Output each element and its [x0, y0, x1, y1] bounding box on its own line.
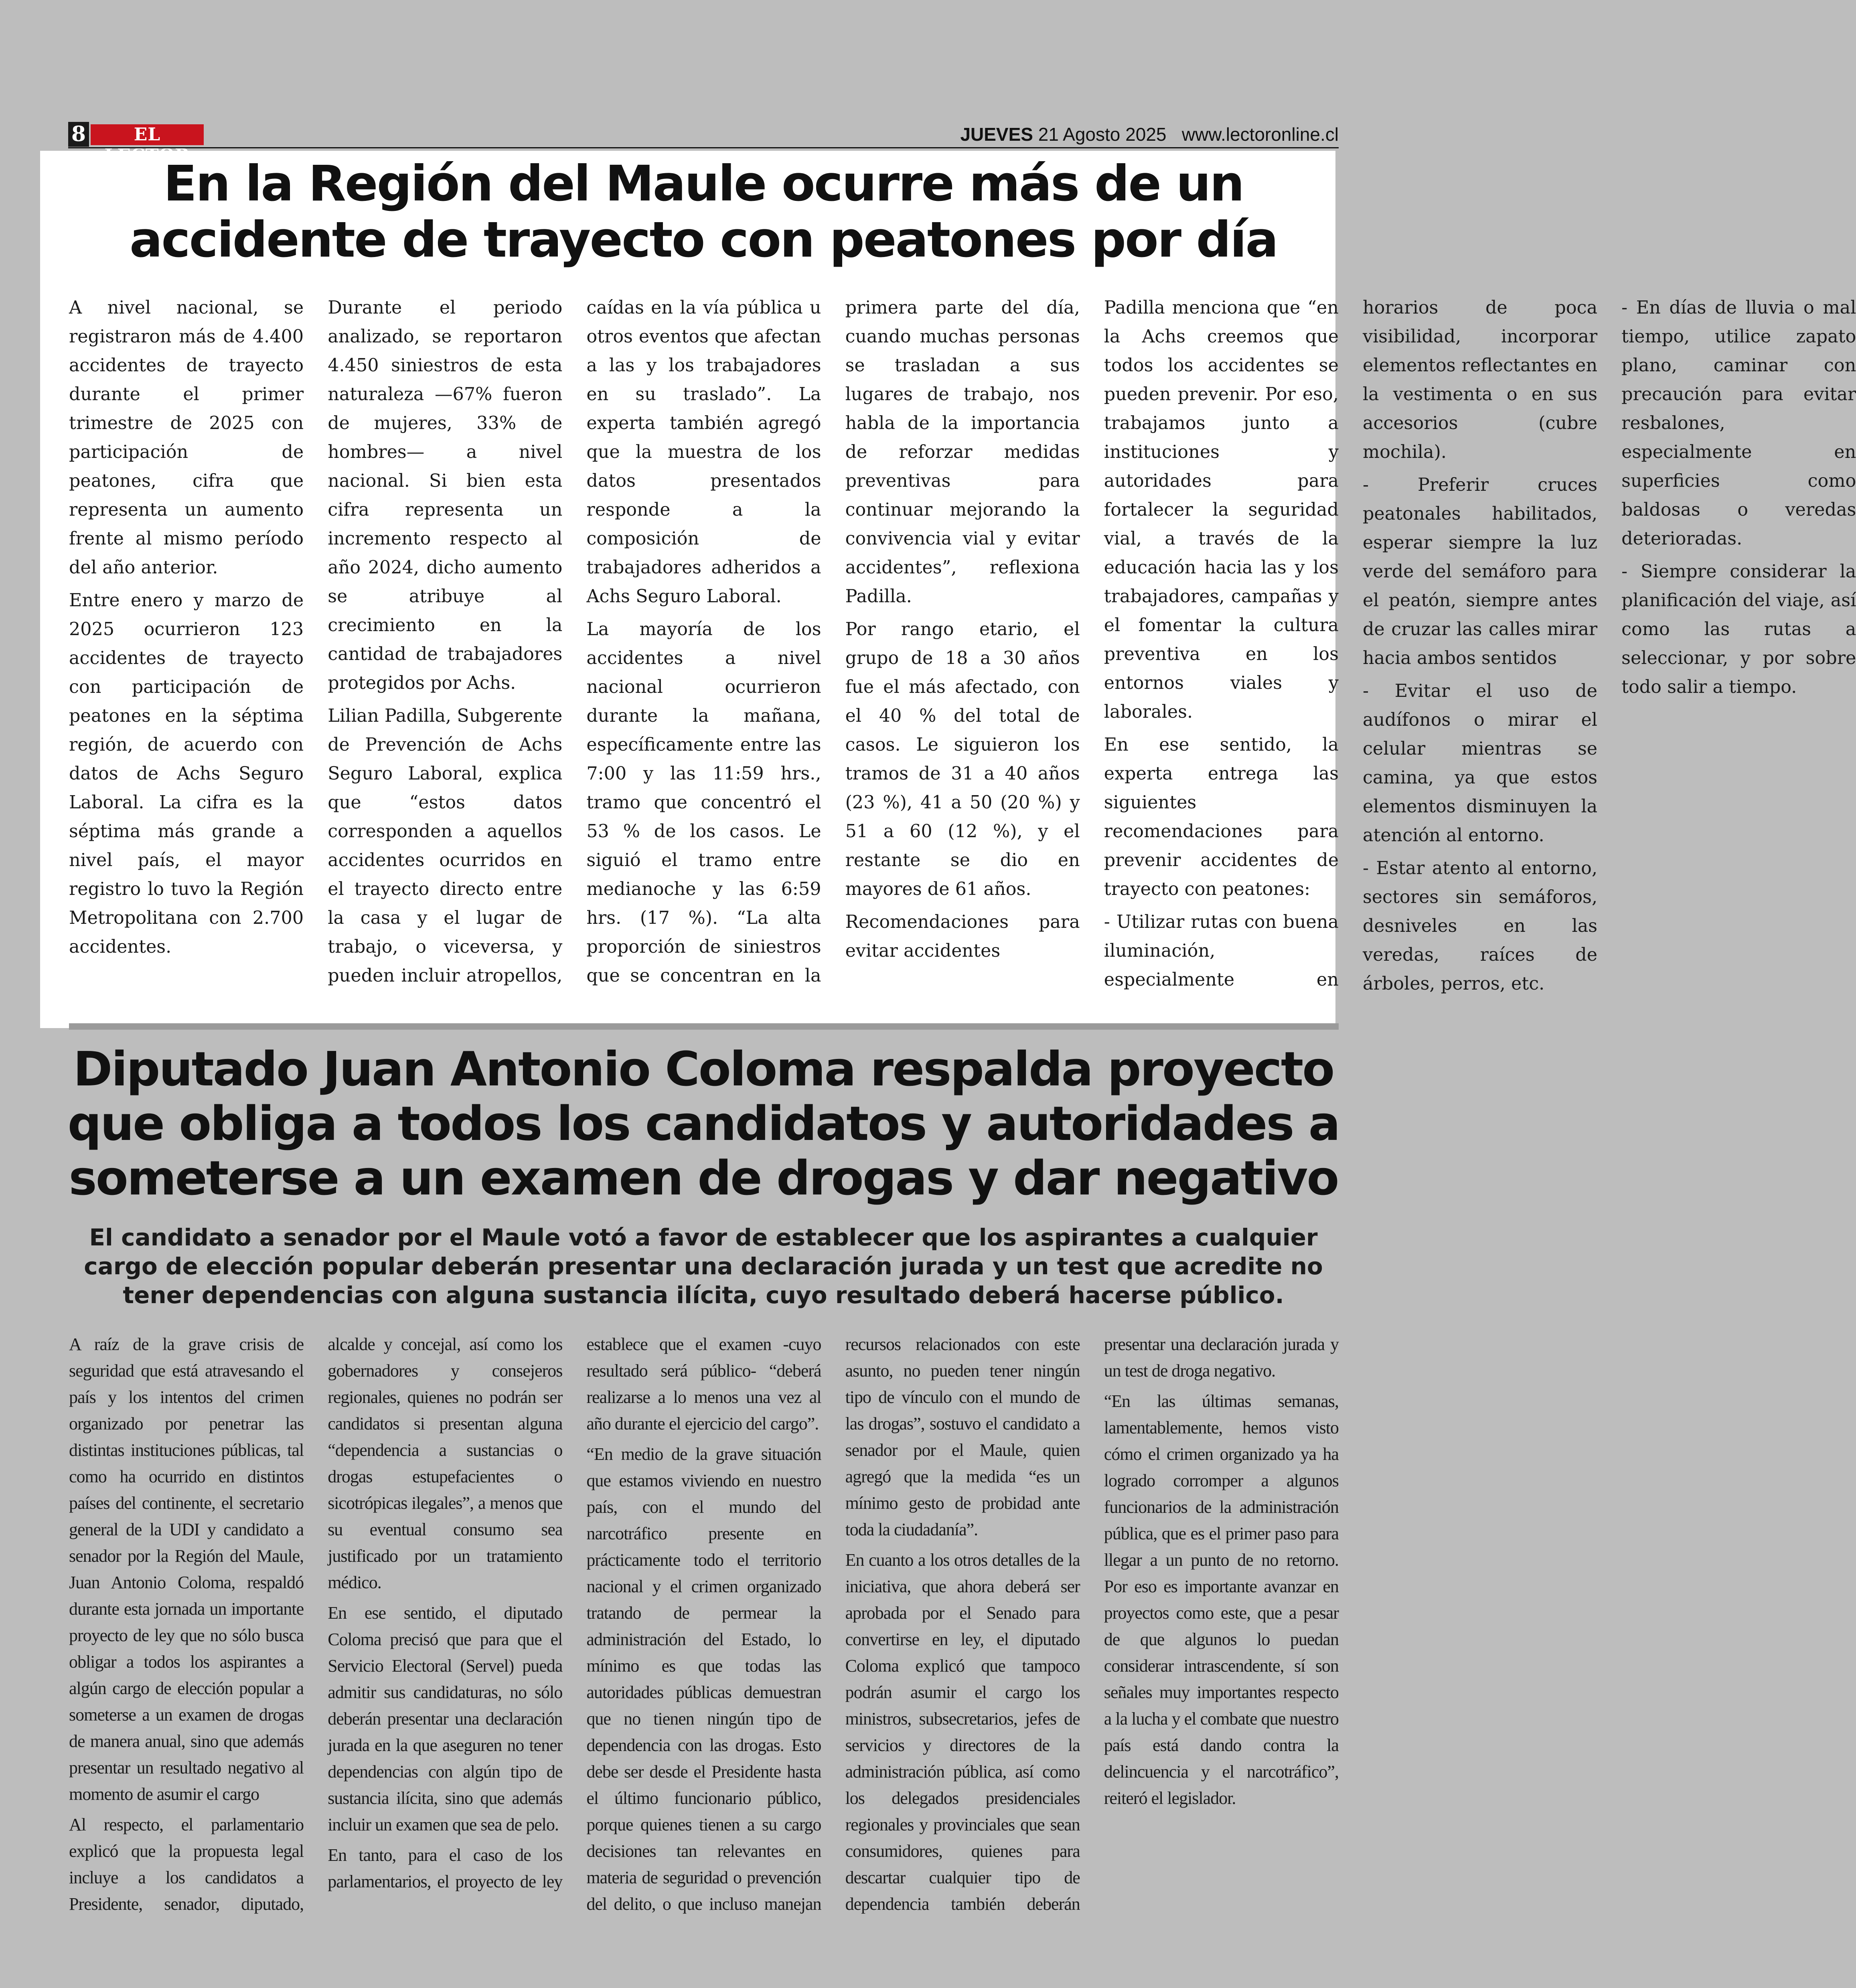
article2-paragraph: En cuanto a los otros detalles de la iniciativa, que ahora deberá ser aprobada por el Senado para convertirse en ley, el diputado Coloma explicó que tampoco podrán asumir el cargo los ministros, subsecretarios, jefes de servicios y directores de la administración pública, así como los delegados presidenciales regionales y provinciales que sean consumidores, quienes para descartar cualquier tipo de dependencia también deberán presentar una declaración jurada y un test de droga negativo.	[845, 1334, 1339, 1914]
article1-paragraph: Padilla menciona que “en la Achs creemos que todos los accidentes se pueden prevenir. Por eso, trabajamos junto a instituciones y autoridades para fortalecer la seguridad vial, a través de la educación hacia las y los trabajadores, campañas y el fomentar la cultura preventiva en los entornos viales y laborales.	[1104, 298, 1339, 722]
article2-headline: Diputado Juan Antonio Coloma respalda proyecto que obliga a todos los candidatos y autoridades a someterse a un examen de drogas y dar negativo	[67, 1041, 1339, 1206]
article-divider	[69, 1023, 1339, 1030]
article1-list-item: - Siempre considerar la planificación del viaje, así como las rutas a seleccionar, y por sobre todo salir a tiempo.	[1621, 561, 1856, 697]
page-number: 8	[68, 122, 89, 147]
article1-paragraph: La mayoría de los accidentes a nivel nacional ocurrieron durante la mañana, específicamente entre las 7:00 y las 11:59 hrs., tramo que concentró el 53 % de los casos. Le siguió el tramo entre medianoche y las 6:59 hrs. (17 %). “La alta proporción de siniestros que se concentran en la primera parte del día, cuando muchas personas se trasladan a sus lugares de trabajo, nos habla de la importancia de reforzar medidas preventivas para continuar mejorando la convivencia vial y evitar accidentes”, reflexiona Padilla.	[586, 298, 1080, 986]
weekday: JUEVES	[960, 124, 1033, 145]
article2-paragraph: En tanto, para el caso de los parlamentarios, el proyecto de ley establece que el examen -cuyo resultado será público- “deberá realizarse a lo menos una vez al año durante el ejercicio del cargo”.	[328, 1334, 821, 1891]
article1-paragraph: En ese sentido, la experta entrega las siguientes recomendaciones para prevenir accidentes de trayecto con peatones:	[1104, 735, 1339, 899]
article1-list-item: - Utilizar rutas con buena iluminación, especialmente en horarios de poca visibilidad, incorporar elementos reflectantes en la vestimenta o en sus accesorios (cubre mochila).	[1104, 298, 1598, 990]
article2-paragraph: A raíz de la grave crisis de seguridad que está atravesando el país y los intentos del crimen organizado por penetrar las distintas instituciones públicas, tal como ha ocurrido en distintos países del continente, el secretario general de la UDI y candidato a senador por la Región del Maule, Juan Antonio Coloma, respaldó durante esta jornada un importante proyecto de ley que no sólo busca obligar a todos los aspirantes a algún cargo de elección popular a someterse a un examen de drogas de manera anual, sino que además presentar un resultado negativo al momento de asumir el cargo	[69, 1334, 304, 1804]
article1-list-item: - Estar atento al entorno, sectores sin semáforos, desniveles en las veredas, raíces de árboles, perros, etc.	[1362, 858, 1598, 994]
article1-body	[69, 294, 1856, 1011]
article1-paragraph: Por rango etario, el grupo de 18 a 30 años fue el más afectado, con el 40 % del total de casos. Le siguieron los tramos de 31 a 40 años (23 %), 41 a 50 (20 %) y 51 a 60 (12 %), y el restante se dio en mayores de 61 años.	[845, 619, 1080, 899]
article1-headline: En la Región del Maule ocurre más de un accidente de trayecto con peatones por día	[130, 155, 1277, 268]
article1-paragraph: Durante el periodo analizado, se reportaron 4.450 siniestros de esta naturaleza —67% fueron de mujeres, 33% de hombres— a nivel nacional. Si bien esta cifra representa un incremento respecto al año 2024, dicho aumento se atribuye al crecimiento en la cantidad de trabajadores protegidos por Achs.	[328, 298, 563, 693]
article1-list-item: - Evitar el uso de audífonos o mirar el celular mientras se camina, ya que estos elementos disminuyen la atención al entorno.	[1362, 681, 1598, 846]
article1-paragraph: Entre enero y marzo de 2025 ocurrieron 123 accidentes de trayecto con participación de peatones en la séptima región, de acuerdo con datos de Achs Seguro Laboral. La cifra es la séptima más grande a nivel país, el mayor registro lo tuvo la Región Metropolitana con 2.700 accidentes.	[69, 590, 304, 957]
article1-paragraph: Lilian Padilla, Subgerente de Prevención de Achs Seguro Laboral, explica que “estos datos corresponden a aquellos accidentes ocurridos en el trayecto directo entre la casa y el lugar de trabajo, o viceversa, y pueden incluir atropellos, caídas en la vía pública u otros eventos que afectan a las y los trabajadores en su traslado”. La experta también agregó que la muestra de los datos presentados responde a la composición de trabajadores adheridos a Achs Seguro Laboral.	[328, 298, 821, 986]
article1-list-item: - En días de lluvia o mal tiempo, utilice zapato plano, caminar con precaución para evitar resbalones, especialmente en superficies como baldosas o veredas deterioradas.	[1621, 298, 1856, 549]
website-url: www.lectoronline.cl	[1181, 124, 1339, 145]
article1-paragraph: A nivel nacional, se registraron más de 4.400 accidentes de trayecto durante el primer trimestre de 2025 con participación de peatones, cifra que representa un aumento frente al mismo período del año anterior.	[69, 298, 304, 578]
article2-subheadline: El candidato a senador por el Maule votó a favor de establecer que los aspirantes a cualquier cargo de elección popular deberán presentar una declaración jurada y un test que acredite no tener dependencias con alguna sustancia ilícita, cuyo resultado deberá hacerse público.	[84, 1224, 1323, 1309]
issue-date: 21 Agosto 2025	[1038, 124, 1167, 145]
page-header	[68, 120, 1339, 148]
article1-section-heading: Recomendaciones para evitar accidentes	[845, 912, 1080, 961]
article2-paragraph: En ese sentido, el diputado Coloma precisó que para que el Servicio Electoral (Servel) pueda admitir sus candidaturas, no sólo deberán presentar una declaración jurada en la que aseguren no tener dependencias con algún tipo de sustancia ilícita, sino que además incluir un examen que sea de pelo.	[328, 1603, 563, 1834]
article2-paragraph: Al respecto, el parlamentario explicó que la propuesta legal incluye a los candidatos a Presidente, senador, diputado, alcalde y concejal, así como los gobernadores y consejeros regionales, quienes no podrán ser candidatos si presentan alguna “dependencia a sustancias o drogas estupefacientes o sicotrópicas ilegales”, a menos que su eventual consumo sea justificado por un tratamiento médico.	[69, 1334, 563, 1914]
header-rule	[68, 147, 1339, 148]
newspaper-logo: EL	[91, 124, 204, 145]
article2-paragraph: “En medio de la grave situación que estamos viviendo en nuestro país, con el mundo del narcotráfico presente en prácticamente todo el territorio nacional y el crimen organizado tratando de permear la administración del Estado, lo mínimo es que todas las autoridades públicas demuestran que no tienen ningún tipo de dependencia con las drogas. Esto debe ser desde el Presidente hasta el último funcionario público, porque quienes tienen a su cargo decisiones tan relevantes en materia de seguridad o prevención del delito, o que incluso manejan recursos relacionados con este asunto, no pueden tener ningún tipo de vínculo con el mundo de las drogas”, sostuvo el candidato a senador por el Maule, quien agregó que la medida “es un mínimo gesto de probidad ante toda la ciudadanía”.	[586, 1334, 1080, 1914]
dateline	[960, 123, 1339, 145]
article2-body	[69, 1331, 1339, 1957]
article1-list-item: - Preferir cruces peatonales habilitados, esperar siempre la luz verde del semáforo para el peatón, siempre antes de cruzar las calles mirar hacia ambos sentidos	[1362, 475, 1598, 668]
article2-paragraph: “En las últimas semanas, lamentablemente, hemos visto cómo el crimen organizado ya ha logrado corromper a algunos funcionarios de la administración pública, que es el primer paso para llegar a un punto de no retorno. Por eso es importante avanzar en proyectos como este, que a pesar de que algunos lo puedan considerar intrascendente, sí son señales muy importantes respecto a la lucha y el combate que nuestro país está dando contra la delincuencia y el narcotráfico”, reiteró el legislador.	[1104, 1391, 1339, 1808]
